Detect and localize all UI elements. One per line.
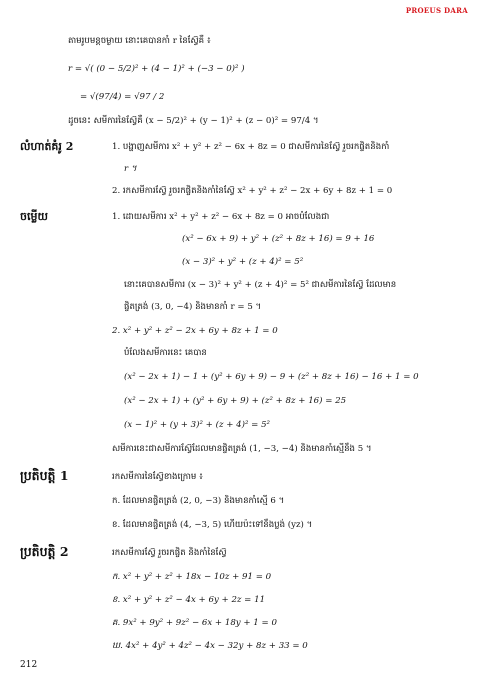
radius-formula: r = √( (0 − 5/2)² + (4 − 1)² + (−3 − 0)² ) (68, 64, 245, 74)
page-number: 212 (20, 660, 38, 670)
answer-1-conclusion: នោះគេបានសមីការ (x − 3)² + y² + (z + 4)² = 5² ជាសមីការនៃស្វ៊ែ ដែលមាន (124, 280, 397, 290)
practice-2-label: ប្រតិបត្តិ 2 (20, 544, 69, 559)
practice-1-prompt: រកសមីការនៃស្វ៊ែខាងក្រោម ៖ (112, 472, 203, 482)
practice-2-item-a: ក. x² + y² + z² + 18x − 10z + 91 = 0 (112, 572, 272, 582)
practice-2-prompt: រកសមីការស្វ៊ែ រួចរកផ្ចិត និងកាំនៃស្វ៊ែ (112, 548, 227, 558)
answer-1-center-radius: ផ្ចិតត្រង់ (3, 0, −4) និងមានកាំ r = 5 ។ (124, 302, 262, 312)
practice-2-item-c: គ. 9x² + 9y² + 9z² − 6x + 18y + 1 = 0 (112, 618, 277, 628)
answer-2-step-3: (x − 1)² + (y + 3)² + (z + 4)² = 5² (124, 420, 270, 430)
answer-label: ចម្លើយ (20, 210, 48, 223)
practice-2-item-d: ឃ. 4x² + 4y² + 4z² − 4x − 32y + 8z + 33 = 0 (112, 641, 308, 651)
intro-line: តាមរូបមន្តចម្ងាយ នោះគេបានកាំ r នៃស្វ៊ែគឺ ៖ (68, 36, 211, 46)
answer-2-step-2: (x² − 2x + 1) + (y² + 6y + 9) + (z² + 8z + 16) = 25 (124, 396, 347, 406)
example-question-2: 2. រកសមីការស្វ៊ែ រួចរកផ្ចិតនិងកាំនៃស្វ៊ែ x² + y² + z² − 2x + 6y + 8z + 1 = 0 (112, 186, 393, 196)
example-label: លំហាត់គំរូ 2 (20, 140, 74, 153)
practice-2-item-b: ខ. x² + y² + z² − 4x + 6y + 2z = 11 (112, 595, 266, 605)
author-header: PROEUS DARA (405, 6, 468, 15)
practice-1-label: ប្រតិបត្តិ 1 (20, 468, 69, 483)
answer-1-equation-1: (x² − 6x + 9) + y² + (z² + 8z + 16) = 9 + 16 (182, 234, 375, 244)
practice-1-item-b: ខ. ដែលមានផ្ចិតត្រង់ (4, −3, 5) ហើយប៉ះទៅនឹងប្លង់ (yz) ។ (112, 520, 313, 530)
example-question-1: 1. បង្ហាញសមីការ x² + y² + z² − 6x + 8z = 0 ជាសមីការនៃស្វ៊ែ រួចរកផ្ចិតនិងកាំ (112, 142, 390, 152)
intro-conclusion: ដូចនេះ សមីការនៃស្វ៊ែគឺ (x − 5/2)² + (y − 1)² + (z − 0)² = 97/4 ។ (68, 116, 319, 126)
answer-1-line: 1. ដោយសមីការ x² + y² + z² − 6x + 8z = 0 អាចបំលែងជា (112, 212, 330, 222)
practice-1-item-a: ក. ដែលមានផ្ចិតត្រង់ (2, 0, −3) និងមានកាំស្មើ 6 ។ (112, 496, 285, 506)
answer-2-conclusion: សមីការនេះជាសមីការស្វ៊ែដែលមានផ្ចិតត្រង់ (1, −3, −4) និងមានកាំស្មើនឹង 5 ។ (112, 444, 372, 454)
answer-2-transform: បំលែងសមីការនេះ គេបាន (124, 348, 207, 358)
answer-2-step-1: (x² − 2x + 1) − 1 + (y² + 6y + 9) − 9 + (z² + 8z + 16) − 16 + 1 = 0 (124, 372, 419, 382)
answer-2-equation: 2. x² + y² + z² − 2x + 6y + 8z + 1 = 0 (112, 326, 278, 336)
answer-1-equation-2: (x − 3)² + y² + (z + 4)² = 5² (182, 257, 304, 267)
example-question-1-cont: r ។ (124, 164, 137, 174)
radius-result: = √(97/4) = √97 / 2 (80, 92, 165, 102)
